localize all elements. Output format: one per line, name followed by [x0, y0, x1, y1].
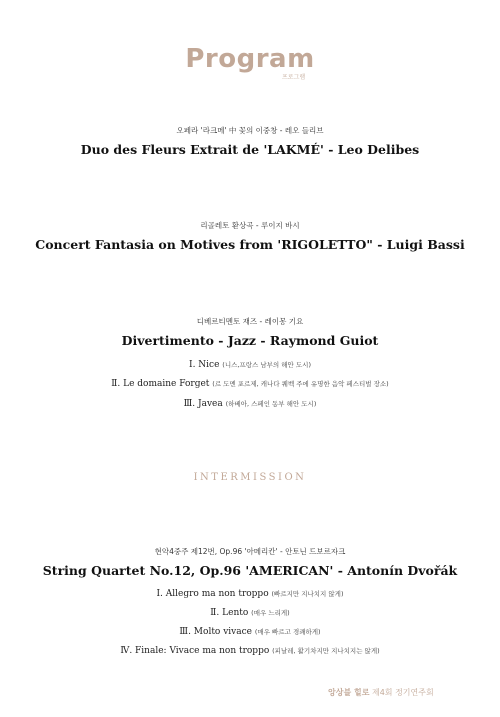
movement-name: Ⅱ. Le domaine Forget	[111, 379, 210, 389]
piece-title: Concert Fantasia on Motives from 'RIGOLETTO" - Luigi Bassi	[35, 237, 465, 252]
movement-name: Ⅲ. Molto vivace	[179, 627, 252, 637]
movement-name: Ⅱ. Lento	[210, 608, 249, 618]
movement-name: Ⅰ. Allegro ma non troppo	[156, 589, 269, 599]
movement-name: Ⅰ. Nice	[189, 360, 220, 370]
piece-korean-title: 디베르티멘토 재즈 - 레이몽 기요	[196, 317, 304, 326]
movement-note: (니스,프랑스 남부의 해안 도시)	[222, 361, 311, 369]
piece-korean-title: 현악4중주 제12번, Op.96 '아메리칸' - 안토닌 드보르자크	[154, 547, 346, 556]
piece-korean-title: 리골레토 환상곡 - 루이지 바시	[200, 221, 300, 230]
page-title: Program	[185, 44, 315, 74]
piece-title: Divertimento - Jazz - Raymond Guiot	[121, 333, 379, 348]
movement-item	[0, 360, 500, 370]
intermission-label: INTERMISSION	[193, 472, 307, 483]
movement-item	[0, 646, 500, 656]
movement-name: Ⅳ. Finale: Vivace ma non troppo	[120, 646, 270, 656]
movement-note: (하베아, 스페인 동부 해안 도시)	[225, 400, 317, 408]
piece-title: Duo des Fleurs Extrait de 'LAKMÉ' - Leo Delibes	[80, 142, 420, 157]
movement-note: (피날레, 활기차지만 지나치지는 않게)	[272, 647, 380, 655]
footer-concert-name: 제4회 정기연주회	[371, 688, 434, 697]
movement-item	[0, 589, 500, 599]
movement-note: (빠르지만 지나치지 않게)	[271, 590, 344, 598]
movement-item	[0, 399, 500, 409]
footer-ensemble-name: 앙상블 힐로	[328, 688, 370, 697]
footer	[328, 687, 434, 698]
movement-item	[0, 627, 500, 637]
movement-note: (매우 느리게)	[251, 609, 290, 617]
page-subtitle: 프로그램	[282, 74, 306, 81]
movement-name: Ⅲ. Javea	[183, 399, 223, 409]
movement-item	[0, 608, 500, 618]
piece-korean-title: 오페라 '라크메' 中 꽃의 이중창 - 레오 들리브	[176, 126, 324, 135]
movement-note: (매우 빠르고 경쾌하게)	[254, 628, 321, 636]
movement-item	[0, 379, 500, 389]
piece-title: String Quartet No.12, Op.96 'AMERICAN' - Antonín Dvořák	[42, 563, 458, 578]
movement-note: (르 도멘 포르제, 캐나다 퀘벡 주에 유명한 음악 페스티벌 장소)	[212, 380, 389, 388]
